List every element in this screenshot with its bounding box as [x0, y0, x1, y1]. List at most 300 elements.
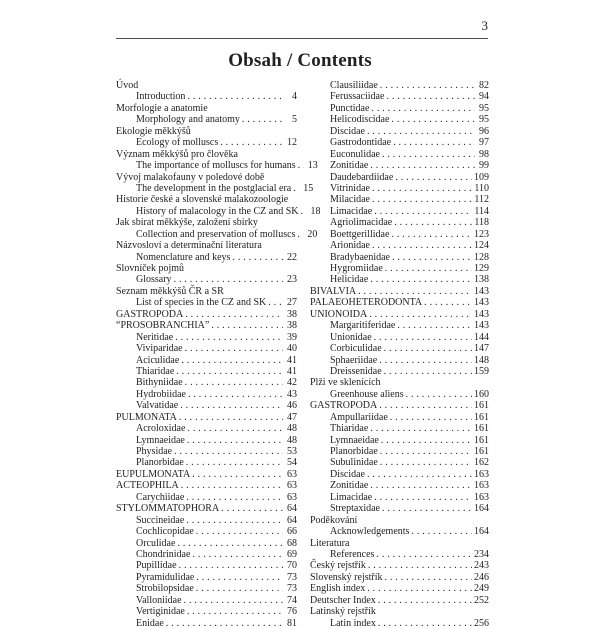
toc-entry-page: 163 — [474, 480, 489, 492]
toc-entry — [116, 182, 314, 194]
toc-entry-title: BIVALVIA — [310, 285, 357, 297]
toc-leader-dots — [196, 572, 283, 583]
toc-entry-title: Vitrinidae — [330, 182, 370, 194]
toc-entry — [310, 149, 489, 160]
toc-entry-page: 143 — [474, 297, 489, 309]
toc-entry-title: PULMONATA — [116, 411, 177, 423]
toc-entry — [310, 412, 489, 423]
toc-entry-title: Pupillidae — [136, 560, 177, 572]
toc-entry — [116, 343, 297, 354]
toc-entry-title: Neritidae — [136, 331, 174, 343]
toc-entry-page: 243 — [474, 560, 489, 572]
toc-entry-title: Limacidae — [330, 491, 373, 503]
toc-entry-title: Vertiginidae — [136, 606, 185, 618]
toc-entry-title: Boettgerillidae — [330, 228, 390, 240]
toc-entry-title: Hydrobiidae — [136, 388, 186, 400]
toc-entry — [310, 206, 489, 217]
toc-entry-title: References — [330, 548, 375, 560]
toc-entry-page: 13 — [307, 160, 318, 172]
toc-entry-title: Bithyniidae — [136, 377, 183, 389]
toc-leader-dots — [166, 618, 283, 629]
toc-entry-title: Orculidae — [136, 537, 176, 549]
toc-leader-dots — [392, 252, 472, 263]
toc-entry-title: “PROSOBRANCHIA” — [116, 320, 210, 332]
toc-entry — [116, 240, 297, 251]
toc-entry — [310, 126, 489, 137]
toc-entry-title: Daudebardiidae — [330, 171, 394, 183]
toc-entry — [116, 412, 297, 423]
toc-entry — [310, 183, 489, 194]
toc-entry — [116, 91, 297, 102]
toc-entry-title: Viviparidae — [136, 343, 183, 355]
toc-entry — [310, 137, 489, 148]
toc-entry-page: 161 — [474, 400, 489, 412]
toc-leader-dots — [174, 446, 283, 457]
toc-entry-title: Glossary — [136, 274, 172, 286]
toc-entry — [310, 377, 489, 388]
toc-entry — [310, 217, 489, 228]
toc-leader-dots — [382, 503, 472, 514]
toc-entry-title: Agriolimacidae — [330, 217, 393, 229]
toc-entry — [116, 320, 297, 331]
toc-entry-title: Dreissenidae — [330, 365, 382, 377]
toc-entry-page: 82 — [479, 80, 489, 91]
toc-leader-dots — [372, 194, 472, 205]
toc-entry-page: 12 — [287, 137, 297, 149]
toc-entry-title: English index — [310, 583, 366, 595]
toc-entry-page: 73 — [287, 583, 297, 595]
toc-entry-page: 118 — [474, 217, 489, 229]
toc-entry-title: Streptaxidae — [330, 503, 380, 515]
toc-entry-page: 97 — [479, 137, 489, 149]
toc-entry — [116, 332, 297, 343]
toc-entry-page: 246 — [474, 571, 489, 583]
toc-leader-dots — [188, 389, 283, 400]
toc-leader-dots — [370, 160, 475, 171]
toc-entry-title: Pyramidulidae — [136, 571, 195, 583]
toc-entry — [310, 503, 489, 514]
toc-entry-title: UNIONOIDA — [310, 308, 368, 320]
toc-entry — [310, 355, 489, 366]
toc-entry — [310, 252, 489, 263]
toc-leader-dots — [386, 91, 475, 102]
toc-entry — [116, 400, 297, 411]
toc-entry-title: Planorbidae — [330, 446, 378, 457]
toc-entry-title: Slovenský rejstřík — [310, 571, 383, 583]
toc-leader-dots — [268, 297, 283, 308]
toc-entry-title: Latinský rejstřík — [310, 606, 376, 618]
toc-entry — [310, 320, 489, 331]
toc-entry-title: Hygromiidae — [330, 263, 383, 274]
toc-entry-title: Helicidae — [330, 274, 369, 286]
toc-entry-title: Deutscher Index — [310, 594, 376, 606]
toc-entry-title: The importance of molluscs for humans — [136, 160, 296, 172]
toc-entry-page: 98 — [479, 148, 489, 160]
toc-entry-page: 147 — [474, 343, 489, 355]
toc-leader-dots — [177, 538, 283, 549]
toc-leader-dots — [185, 377, 283, 388]
toc-entry — [116, 126, 297, 137]
toc-leader-dots — [394, 217, 472, 228]
toc-entry-title: Euconulidae — [330, 148, 380, 160]
toc-entry — [116, 606, 297, 617]
toc-entry-title: Gastrodontidae — [330, 137, 392, 149]
toc-entry-page: 46 — [287, 400, 297, 412]
toc-entry — [116, 549, 297, 560]
toc-entry-title: Plži ve sklenících — [310, 377, 381, 389]
toc-leader-dots — [186, 515, 283, 526]
toc-leader-dots — [174, 274, 283, 285]
toc-entry — [310, 160, 489, 171]
toc-entry-title: Lymnaeidae — [330, 434, 379, 446]
toc-entry — [116, 297, 297, 308]
toc-leader-dots — [370, 274, 472, 285]
toc-entry — [310, 549, 489, 560]
toc-entry-page: 38 — [287, 320, 297, 332]
toc-entry-page: 94 — [479, 91, 489, 103]
toc-leader-dots — [385, 263, 472, 274]
toc-entry — [116, 274, 297, 285]
toc-entry-page: 42 — [287, 377, 297, 389]
toc-entry-title: GASTROPODA — [310, 400, 378, 412]
toc-entry-title: Cochlicopidae — [136, 526, 194, 538]
toc-entry-title: Physidae — [136, 446, 173, 457]
toc-entry-title: PALAEOHETERODONTA — [310, 297, 423, 309]
toc-entry-page: 69 — [287, 548, 297, 560]
toc-entry-page: 63 — [287, 480, 297, 492]
toc-leader-dots — [372, 240, 472, 251]
toc-entry — [116, 492, 297, 503]
toc-entry — [310, 572, 489, 583]
toc-entry — [116, 423, 297, 434]
toc-leader-dots — [378, 595, 472, 606]
toc-entry — [116, 595, 297, 606]
toc-leader-dots — [370, 480, 472, 491]
toc-entry-page: 73 — [287, 571, 297, 583]
toc-leader-dots — [367, 126, 475, 137]
toc-entry-page: 5 — [292, 114, 297, 126]
toc-entry-page: 53 — [287, 446, 297, 457]
toc-entry-title: Nomenclature and keys — [136, 251, 231, 263]
toc-entry — [310, 515, 489, 526]
toc-entry — [116, 377, 297, 388]
toc-entry-title: Zonitidae — [330, 480, 369, 492]
toc-entry — [116, 515, 297, 526]
toc-entry — [310, 263, 489, 274]
toc-leader-dots — [374, 206, 472, 217]
toc-entry — [310, 172, 489, 183]
toc-entry-title: Ecology of molluscs — [136, 137, 219, 149]
toc-leader-dots — [196, 526, 283, 537]
toc-entry-title: History of malacology in the CZ and SK — [136, 205, 299, 217]
toc-entry — [116, 286, 297, 297]
toc-leader-dots — [179, 560, 283, 571]
toc-entry — [310, 274, 489, 285]
toc-entry-title: Acknowledgements — [330, 526, 410, 538]
toc-leader-dots — [378, 618, 472, 629]
toc-entry — [116, 252, 297, 263]
toc-entry-title: Český rejstřík — [310, 560, 366, 572]
toc-entry-page: 163 — [474, 491, 489, 503]
toc-leader-dots — [220, 137, 283, 148]
toc-entry-page: 40 — [287, 343, 297, 355]
toc-entry-title: Valloniidae — [136, 594, 182, 606]
toc-entry-page: 47 — [287, 411, 297, 423]
toc-entry-page: 70 — [287, 560, 297, 572]
toc-entry-title: Helicodiscidae — [330, 114, 390, 126]
toc-entry-page: 252 — [474, 594, 489, 606]
toc-entry — [310, 240, 489, 251]
toc-entry-page: 18 — [310, 205, 321, 217]
toc-entry — [116, 137, 297, 148]
toc-entry — [116, 149, 297, 160]
toc-leader-dots — [380, 80, 475, 91]
toc-entry — [310, 389, 489, 400]
toc-entry-page: 76 — [287, 606, 297, 618]
toc-entry-title: Strobilopsidae — [136, 583, 194, 595]
toc-entry-page: 128 — [474, 251, 489, 263]
toc-entry — [116, 583, 297, 594]
toc-entry — [310, 400, 489, 411]
toc-entry-title: Názvosloví a determinační literatura — [116, 240, 262, 252]
toc-entry — [310, 492, 489, 503]
toc-entry-title: Succineidae — [136, 514, 185, 526]
toc-leader-dots — [358, 286, 472, 297]
toc-entry — [116, 572, 297, 583]
toc-entry — [116, 538, 297, 549]
toc-entry-title: Unionidae — [330, 331, 372, 343]
toc-entry-page: 20 — [307, 228, 318, 240]
toc-entry — [310, 229, 489, 240]
toc-entry-title: Margaritiferidae — [330, 320, 396, 332]
toc-leader-dots — [367, 583, 472, 594]
toc-entry-title: Jak sbírat měkkýše, založení sbírky — [116, 217, 258, 229]
toc-leader-dots — [179, 412, 283, 423]
toc-entry-title: GASTROPODA — [116, 308, 184, 320]
toc-leader-dots — [390, 412, 472, 423]
toc-leader-dots — [192, 469, 283, 480]
toc-entry — [116, 160, 318, 172]
toc-leader-dots — [393, 137, 475, 148]
toc-entry-page: 41 — [287, 365, 297, 377]
toc-entry-page: 249 — [474, 583, 489, 595]
toc-entry — [310, 618, 489, 629]
toc-entry-title: Slovníček pojmů — [116, 263, 185, 274]
toc-entry-page: 74 — [287, 594, 297, 606]
toc-leader-dots — [374, 332, 472, 343]
header-rule — [116, 38, 488, 39]
toc-entry-title: Poděkování — [310, 514, 358, 526]
toc-leader-dots — [176, 366, 283, 377]
toc-entry — [310, 366, 489, 377]
toc-entry-page: 234 — [474, 548, 489, 560]
toc-leader-dots — [384, 366, 472, 377]
toc-entry-page: 4 — [292, 91, 297, 103]
toc-leader-dots — [186, 492, 283, 503]
toc-leader-dots — [185, 309, 283, 320]
toc-leader-dots — [221, 503, 283, 514]
toc-entry-title: Význam měkkýšů pro člověka — [116, 148, 238, 160]
toc-entry — [116, 618, 297, 629]
toc-entry-page: 161 — [474, 411, 489, 423]
toc-entry-page: 64 — [287, 514, 297, 526]
toc-leader-dots — [181, 480, 283, 491]
toc-entry-page: 43 — [287, 388, 297, 400]
toc-entry-page: 163 — [474, 468, 489, 480]
toc-leader-dots — [368, 560, 472, 571]
toc-entry-page: 109 — [474, 171, 489, 183]
toc-entry — [116, 217, 297, 228]
toc-column-left — [116, 80, 321, 629]
page-number: 3 — [481, 18, 488, 33]
toc-entry — [310, 80, 489, 91]
toc-entry-page: 144 — [474, 331, 489, 343]
toc-leader-dots — [367, 469, 472, 480]
toc-entry — [310, 457, 489, 468]
toc-entry-page: 256 — [474, 617, 489, 629]
toc-leader-dots — [187, 423, 283, 434]
toc-leader-dots — [376, 549, 472, 560]
toc-leader-dots — [380, 446, 472, 457]
toc-entry-title: Zonitidae — [330, 160, 369, 172]
toc-entry — [310, 114, 489, 125]
toc-entry-page: 159 — [474, 365, 489, 377]
toc-entry — [310, 469, 489, 480]
toc-leader-dots — [382, 149, 475, 160]
toc-leader-dots — [242, 114, 283, 125]
toc-leader-dots — [187, 606, 283, 617]
toc-entry-page: 143 — [474, 320, 489, 332]
toc-entry — [116, 435, 297, 446]
toc-entry-page: 161 — [474, 434, 489, 446]
toc-entry-title: Literatura — [310, 537, 350, 549]
toc-leader-dots — [379, 400, 472, 411]
toc-leader-dots — [395, 172, 472, 183]
toc-entry-title: Carychiidae — [136, 491, 185, 503]
toc-leader-dots — [385, 572, 473, 583]
toc-leader-dots — [384, 343, 472, 354]
toc-entry-page: 41 — [287, 354, 297, 366]
toc-entry-title: Vývoj malakofauny v poledové době — [116, 171, 265, 183]
toc-leader-dots — [232, 252, 283, 263]
toc-entry-page: 96 — [479, 125, 489, 137]
toc-leader-dots — [196, 583, 283, 594]
toc-entry-title: The development in the postglacial era — [136, 182, 292, 194]
toc-entry-title: Collection and preservation of molluscs — [136, 228, 296, 240]
toc-entry — [310, 446, 489, 457]
toc-entry — [310, 91, 489, 102]
toc-entry-page: 143 — [474, 285, 489, 297]
toc-entry-page: 99 — [479, 160, 489, 172]
toc-entry — [116, 457, 297, 468]
toc-entry-title: Corbiculidae — [330, 343, 382, 355]
toc-leader-dots — [411, 526, 472, 537]
toc-entry-title: Latin index — [330, 617, 376, 629]
toc-leader-dots — [371, 103, 475, 114]
toc-entry-page: 27 — [287, 297, 297, 309]
toc-column-right — [310, 80, 489, 629]
toc-entry-title: Ferussaciidae — [330, 91, 385, 103]
toc-entry — [116, 366, 297, 377]
toc-entry-title: Aciculidae — [136, 354, 180, 366]
toc-entry — [310, 103, 489, 114]
toc-entry-page: 66 — [287, 526, 297, 538]
toc-entry — [116, 103, 297, 114]
toc-entry-page: 38 — [287, 308, 297, 320]
toc-entry-page: 95 — [479, 114, 489, 126]
toc-entry-title: Thiaridae — [136, 365, 175, 377]
toc-entry — [310, 423, 489, 434]
toc-entry — [310, 286, 489, 297]
toc-leader-dots — [187, 91, 283, 102]
toc-entry-page: 161 — [474, 423, 489, 435]
toc-entry-title: List of species in the CZ and SK — [136, 297, 267, 309]
toc-entry — [116, 389, 297, 400]
toc-entry-page: 162 — [474, 457, 489, 469]
toc-entry-page: 123 — [474, 228, 489, 240]
toc-entry — [310, 595, 489, 606]
toc-entry-title: Acroloxidae — [136, 423, 186, 435]
toc-entry-title: Ampullariidae — [330, 411, 388, 423]
toc-entry — [116, 228, 318, 240]
toc-entry-title: EUPULMONATA — [116, 468, 191, 480]
toc-entry-title: Milacidae — [330, 194, 370, 206]
toc-entry — [310, 538, 489, 549]
toc-entry-title: STYLOMMATOPHORA — [116, 503, 220, 515]
toc-leader-dots — [372, 183, 472, 194]
toc-entry-title: Lymnaeidae — [136, 434, 185, 446]
toc-leader-dots — [380, 457, 472, 468]
toc-entry — [116, 480, 297, 491]
toc-entry — [116, 80, 297, 91]
toc-entry-page: 22 — [287, 251, 297, 263]
toc-leader-dots — [298, 160, 304, 171]
toc-entry-title: Introduction — [136, 91, 186, 103]
toc-entry-title: Planorbidae — [136, 457, 184, 469]
page-title: Obsah / Contents — [228, 50, 372, 71]
toc-entry-page: 48 — [287, 434, 297, 446]
toc-entry-page: 15 — [303, 182, 314, 194]
toc-entry — [116, 205, 321, 217]
toc-leader-dots — [381, 435, 472, 446]
toc-leader-dots — [397, 320, 472, 331]
toc-entry-page: 129 — [474, 263, 489, 274]
toc-leader-dots — [391, 229, 472, 240]
toc-entry — [116, 446, 297, 457]
toc-entry-page: 148 — [474, 354, 489, 366]
toc-leader-dots — [181, 355, 283, 366]
toc-entry-page: 164 — [474, 503, 489, 515]
toc-leader-dots — [186, 457, 283, 468]
toc-entry-page: 124 — [474, 240, 489, 252]
toc-entry-page: 39 — [287, 331, 297, 343]
toc-entry — [310, 560, 489, 571]
toc-entry-title: Discidae — [330, 468, 365, 480]
toc-entry — [310, 309, 489, 320]
toc-entry-title: Greenhouse aliens — [330, 388, 404, 400]
toc-leader-dots — [211, 320, 283, 331]
toc-entry-page: 68 — [287, 537, 297, 549]
toc-entry-title: Seznam měkkýšů ČR a SR — [116, 285, 224, 297]
toc-entry-title: Discidae — [330, 125, 365, 137]
toc-entry — [116, 469, 297, 480]
toc-leader-dots — [391, 114, 475, 125]
toc-entry — [310, 606, 489, 617]
toc-entry — [310, 194, 489, 205]
toc-entry-title: Historie české a slovenské malakozoologie — [116, 194, 289, 206]
toc-entry-page: 64 — [287, 503, 297, 515]
toc-leader-dots — [187, 435, 283, 446]
